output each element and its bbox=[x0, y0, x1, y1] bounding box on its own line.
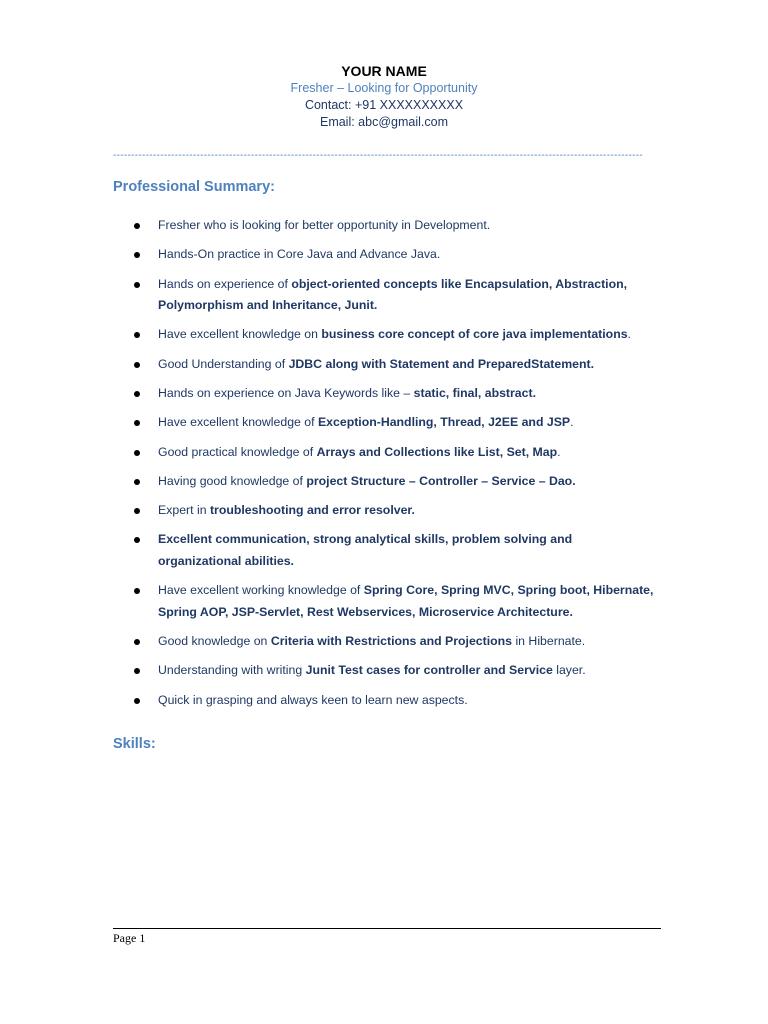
bullet-icon bbox=[134, 223, 140, 229]
bullet-icon bbox=[134, 479, 140, 485]
summary-bullet: Hands on experience of object-oriented concepts like Encapsulation, Abstraction, Polymorphism and Inheritance, Junit. bbox=[113, 274, 658, 317]
summary-bullet: Have excellent knowledge of Exception-Handling, Thread, J2EE and JSP. bbox=[113, 412, 658, 434]
summary-bullet: Excellent communication, strong analytical skills, problem solving and organizational abilities. bbox=[113, 529, 658, 572]
bullet-icon bbox=[134, 420, 140, 426]
candidate-name: YOUR NAME bbox=[341, 63, 427, 79]
candidate-headline: Fresher – Looking for Opportunity bbox=[290, 81, 478, 95]
bullet-icon bbox=[134, 362, 140, 368]
bullet-icon bbox=[134, 639, 140, 645]
summary-bullet: Understanding with writing Junit Test cases for controller and Service layer. bbox=[113, 660, 658, 682]
summary-bullet: Expert in troubleshooting and error resolver. bbox=[113, 500, 658, 522]
bullet-icon bbox=[134, 252, 140, 258]
professional-summary-heading: Professional Summary: bbox=[113, 179, 275, 195]
summary-bullet-list bbox=[113, 215, 658, 719]
bullet-icon bbox=[134, 668, 140, 674]
footer-rule bbox=[113, 928, 661, 929]
summary-bullet: Good Understanding of JDBC along with Statement and PreparedStatement. bbox=[113, 354, 658, 376]
bullet-icon bbox=[134, 698, 140, 704]
page-number: Page 1 bbox=[113, 931, 146, 945]
resume-header bbox=[0, 62, 768, 131]
header-divider: -------------------------------------------------------------------------------------------------------------------------------------------------- bbox=[113, 150, 643, 161]
summary-bullet: Good knowledge on Criteria with Restrictions and Projections in Hibernate. bbox=[113, 631, 658, 653]
summary-bullet: Hands on experience on Java Keywords like – static, final, abstract. bbox=[113, 383, 658, 405]
bullet-icon bbox=[134, 282, 140, 288]
summary-bullet: Good practical knowledge of Arrays and Collections like List, Set, Map. bbox=[113, 442, 658, 464]
summary-bullet: Fresher who is looking for better opportunity in Development. bbox=[113, 215, 658, 237]
summary-bullet: Quick in grasping and always keen to learn new aspects. bbox=[113, 690, 658, 712]
bullet-icon bbox=[134, 508, 140, 514]
bullet-icon bbox=[134, 391, 140, 397]
summary-bullet: Have excellent knowledge on business core concept of core java implementations. bbox=[113, 324, 658, 346]
summary-bullet: Having good knowledge of project Structure – Controller – Service – Dao. bbox=[113, 471, 658, 493]
bullet-icon bbox=[134, 588, 140, 594]
bullet-icon bbox=[134, 332, 140, 338]
summary-bullet: Hands-On practice in Core Java and Advance Java. bbox=[113, 244, 658, 266]
bullet-icon bbox=[134, 450, 140, 456]
bullet-icon bbox=[134, 537, 140, 543]
contact-email: Email: abc@gmail.com bbox=[319, 115, 448, 129]
summary-bullet: Have excellent working knowledge of Spring Core, Spring MVC, Spring boot, Hibernate, Spring AOP, JSP-Servlet, Rest Webservices, Microservice Architecture. bbox=[113, 580, 658, 623]
contact-phone: Contact: +91 XXXXXXXXXX bbox=[304, 98, 464, 112]
skills-heading: Skills: bbox=[113, 736, 156, 752]
